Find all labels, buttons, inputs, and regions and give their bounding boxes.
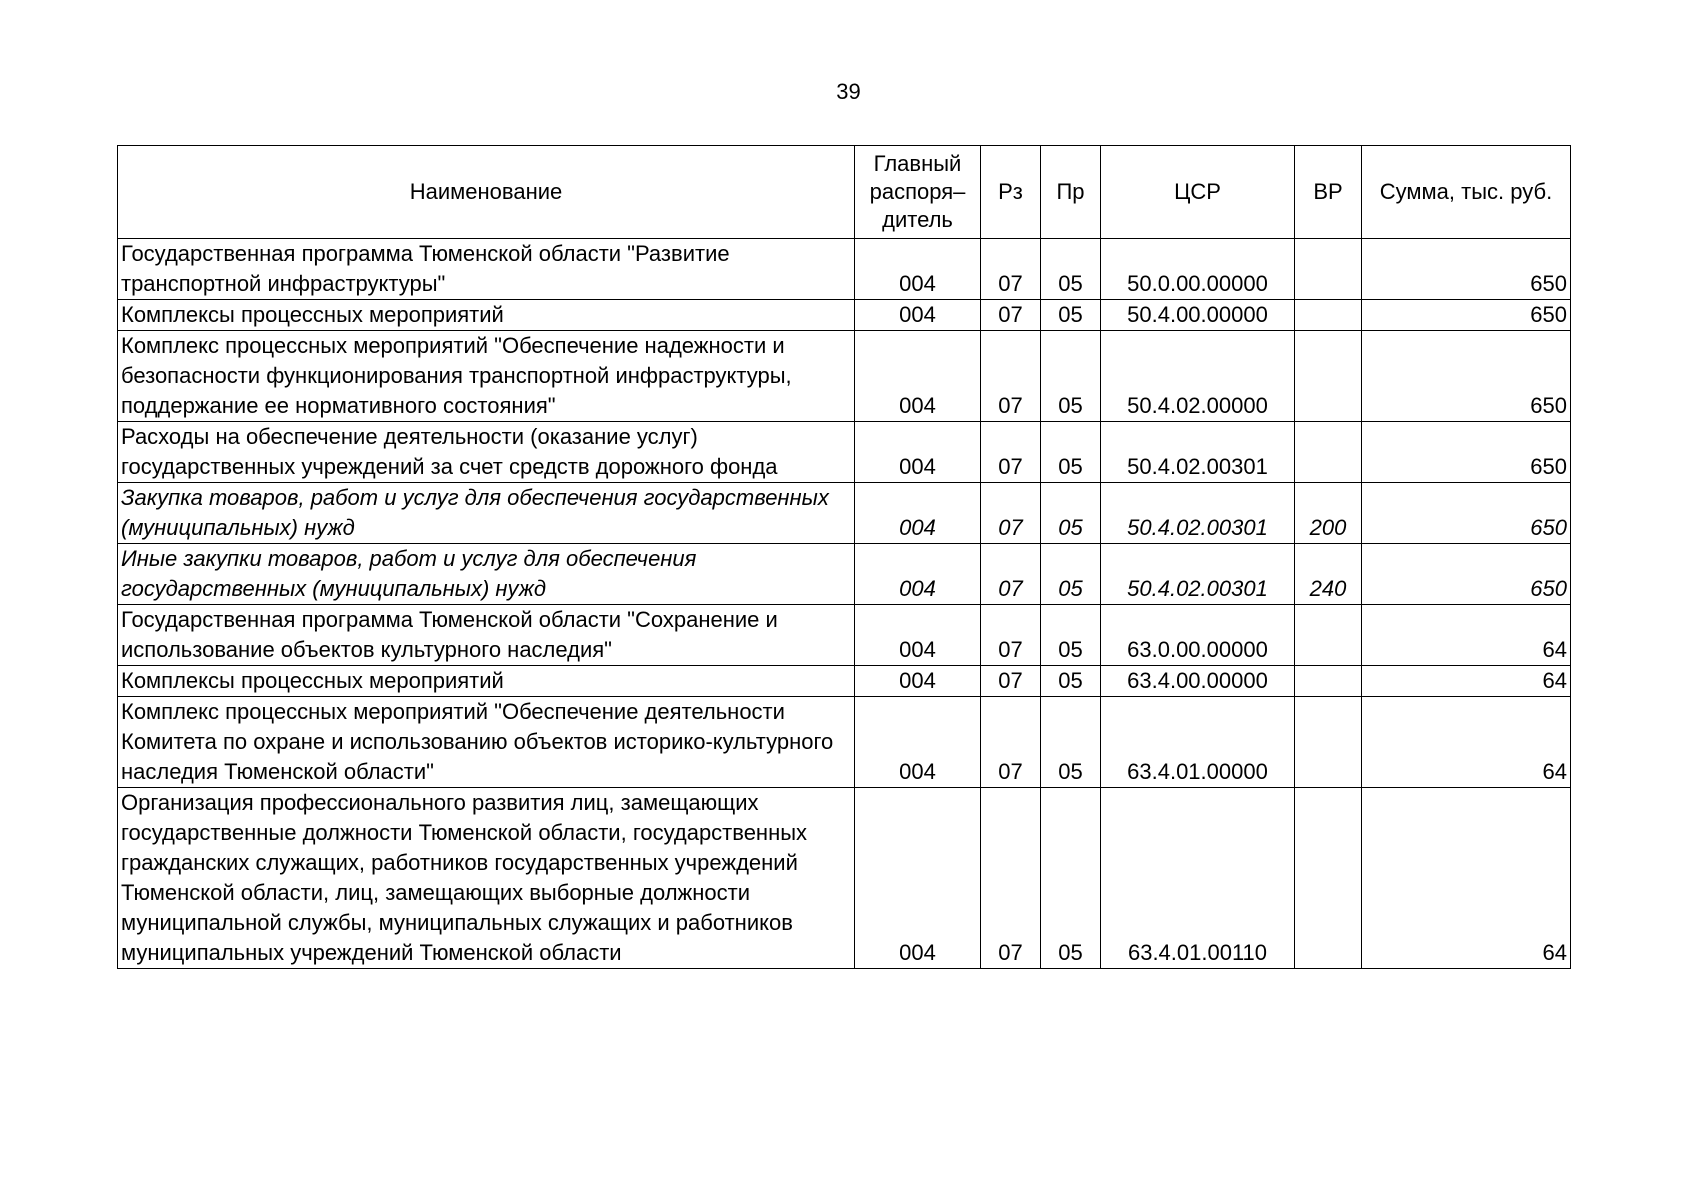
cell-chief-manager: 004: [855, 331, 981, 422]
cell-vr: 200: [1295, 483, 1362, 544]
table-row: [118, 697, 1571, 788]
cell-vr: [1295, 605, 1362, 666]
cell-name: Комплексы процессных мероприятий: [118, 666, 855, 697]
cell-pr: 05: [1041, 605, 1101, 666]
cell-rz: 07: [981, 605, 1041, 666]
cell-csr: 63.0.00.00000: [1101, 605, 1295, 666]
cell-rz: 07: [981, 483, 1041, 544]
cell-pr: 05: [1041, 300, 1101, 331]
cell-vr: [1295, 422, 1362, 483]
cell-sum: 650: [1362, 331, 1571, 422]
cell-name: Иные закупки товаров, работ и услуг для обеспечения государственных (муниципальных) нужд: [118, 544, 855, 605]
cell-vr: [1295, 300, 1362, 331]
cell-pr: 05: [1041, 239, 1101, 300]
cell-sum: 650: [1362, 483, 1571, 544]
cell-chief-manager: 004: [855, 544, 981, 605]
cell-sum: 650: [1362, 422, 1571, 483]
cell-name: Государственная программа Тюменской области "Сохранение и использование объектов культурного наследия": [118, 605, 855, 666]
cell-sum: 650: [1362, 239, 1571, 300]
cell-name: Организация профессионального развития лиц, замещающих государственные должности Тюменской области, государственных гражданских служащих, работников государственных учреждений Тюменской области, лиц, замещающих выборные должности муниципальной службы, муниципальных служащих и работников муниципальных учреждений Тюменской области: [118, 788, 855, 969]
header-row: [118, 146, 1571, 239]
table-header: [118, 146, 1571, 239]
table-row: [118, 483, 1571, 544]
table-row: [118, 239, 1571, 300]
cell-pr: 05: [1041, 697, 1101, 788]
table-row: [118, 666, 1571, 697]
cell-name: Расходы на обеспечение деятельности (оказание услуг) государственных учреждений за счет средств дорожного фонда: [118, 422, 855, 483]
header-chief-manager: Главный распоря– дитель: [855, 146, 981, 239]
cell-vr: [1295, 239, 1362, 300]
cell-rz: 07: [981, 544, 1041, 605]
cell-vr: [1295, 331, 1362, 422]
cell-vr: [1295, 788, 1362, 969]
cell-rz: 07: [981, 788, 1041, 969]
cell-rz: 07: [981, 239, 1041, 300]
cell-chief-manager: 004: [855, 605, 981, 666]
table-row: [118, 788, 1571, 969]
table-row: [118, 422, 1571, 483]
cell-chief-manager: 004: [855, 483, 981, 544]
cell-rz: 07: [981, 300, 1041, 331]
header-sum: Сумма, тыс. руб.: [1362, 146, 1571, 239]
cell-pr: 05: [1041, 483, 1101, 544]
cell-name: Комплексы процессных мероприятий: [118, 300, 855, 331]
cell-vr: 240: [1295, 544, 1362, 605]
cell-name: Комплекс процессных мероприятий "Обеспечение надежности и безопасности функционирования транспортной инфраструктуры, поддержание ее нормативного состояния": [118, 331, 855, 422]
cell-chief-manager: 004: [855, 239, 981, 300]
header-pr: Пр: [1041, 146, 1101, 239]
cell-csr: 63.4.01.00110: [1101, 788, 1295, 969]
cell-sum: 64: [1362, 788, 1571, 969]
cell-sum: 650: [1362, 544, 1571, 605]
table-row: [118, 605, 1571, 666]
cell-name: Комплекс процессных мероприятий "Обеспечение деятельности Комитета по охране и использованию объектов историко-культурного наследия Тюменской области": [118, 697, 855, 788]
page-number: 39: [836, 79, 861, 104]
cell-vr: [1295, 666, 1362, 697]
cell-chief-manager: 004: [855, 697, 981, 788]
cell-pr: 05: [1041, 788, 1101, 969]
cell-sum: 64: [1362, 605, 1571, 666]
cell-rz: 07: [981, 666, 1041, 697]
cell-pr: 05: [1041, 331, 1101, 422]
cell-pr: 05: [1041, 422, 1101, 483]
cell-chief-manager: 004: [855, 422, 981, 483]
cell-chief-manager: 004: [855, 666, 981, 697]
cell-rz: 07: [981, 697, 1041, 788]
header-csr: ЦСР: [1101, 146, 1295, 239]
cell-chief-manager: 004: [855, 300, 981, 331]
cell-csr: 50.4.00.00000: [1101, 300, 1295, 331]
cell-csr: 50.0.00.00000: [1101, 239, 1295, 300]
table-row: [118, 300, 1571, 331]
header-name: Наименование: [118, 146, 855, 239]
cell-csr: 50.4.02.00301: [1101, 544, 1295, 605]
cell-csr: 63.4.00.00000: [1101, 666, 1295, 697]
cell-rz: 07: [981, 422, 1041, 483]
cell-name: Государственная программа Тюменской области "Развитие транспортной инфраструктуры": [118, 239, 855, 300]
cell-csr: 63.4.01.00000: [1101, 697, 1295, 788]
cell-pr: 05: [1041, 666, 1101, 697]
cell-csr: 50.4.02.00301: [1101, 422, 1295, 483]
cell-name: Закупка товаров, работ и услуг для обеспечения государственных (муниципальных) нужд: [118, 483, 855, 544]
cell-vr: [1295, 697, 1362, 788]
table-row: [118, 544, 1571, 605]
table-row: [118, 331, 1571, 422]
cell-sum: 650: [1362, 300, 1571, 331]
header-vr: ВР: [1295, 146, 1362, 239]
budget-table: [117, 145, 1571, 969]
cell-rz: 07: [981, 331, 1041, 422]
cell-csr: 50.4.02.00000: [1101, 331, 1295, 422]
table-body: [118, 239, 1571, 969]
cell-pr: 05: [1041, 544, 1101, 605]
cell-sum: 64: [1362, 697, 1571, 788]
cell-chief-manager: 004: [855, 788, 981, 969]
header-rz: Рз: [981, 146, 1041, 239]
cell-sum: 64: [1362, 666, 1571, 697]
cell-csr: 50.4.02.00301: [1101, 483, 1295, 544]
